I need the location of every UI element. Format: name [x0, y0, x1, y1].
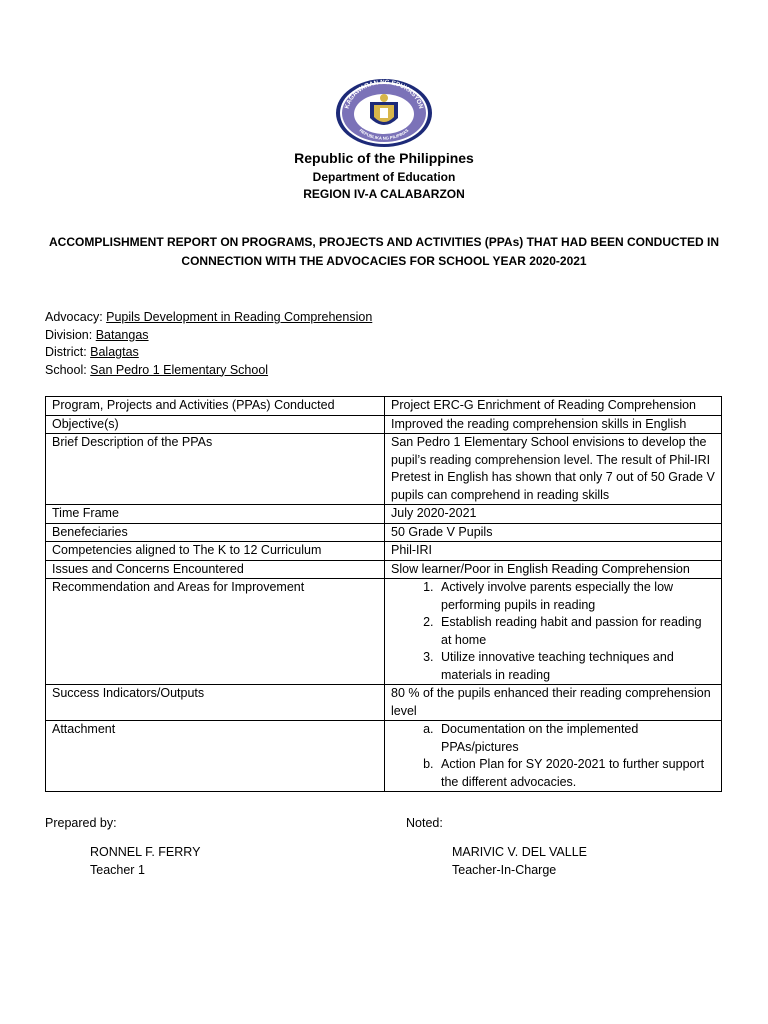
objective-value: Improved the reading comprehension skills in English: [385, 415, 722, 434]
republic-heading: Republic of the Philippines: [294, 150, 474, 166]
division-label: Division:: [45, 327, 96, 342]
timeframe-value: July 2020-2021: [385, 505, 722, 524]
school-line: [45, 362, 372, 380]
report-title-line-2: CONNECTION WITH THE ADVOCACIES FOR SCHOOL YEAR 2020-2021: [181, 254, 587, 268]
description-value: San Pedro 1 Elementary School envisions to develop the pupil’s reading comprehension level. The result of Phil-IRI Pretest in English has shown that only 7 out of 50 Grade V pupils can comprehend in reading skills: [385, 434, 722, 505]
beneficiaries-label: Benefeciaries: [46, 523, 385, 542]
issues-value: Slow learner/Poor in English Reading Comprehension: [385, 560, 722, 579]
advocacy-label: Advocacy:: [45, 310, 107, 324]
list-item: 1. Actively involve parents especially the low performing pupils in reading: [437, 579, 715, 614]
prepared-by-label: Prepared by:: [45, 816, 117, 830]
region-heading: REGION IV-A CALABARZON: [303, 187, 465, 201]
objective-label: Objective(s): [46, 415, 385, 434]
district-label: District:: [45, 345, 91, 359]
list-item: 2. Establish reading habit and passion for reading at home: [437, 614, 715, 649]
division-value: Batangas: [95, 327, 149, 342]
ppa-table: [45, 396, 722, 792]
competencies-value: Phil-IRI: [385, 542, 722, 561]
advocacy-value: Pupils Development in Reading Comprehension: [106, 310, 373, 324]
recommendation-label: Recommendation and Areas for Improvement: [46, 579, 385, 685]
attachment-list: [391, 721, 715, 791]
table-row: [46, 685, 722, 721]
prepared-by-block: [90, 844, 200, 879]
description-label: Brief Description of the PPAs: [46, 434, 385, 505]
beneficiaries-value: 50 Grade V Pupils: [385, 523, 722, 542]
district-line: [45, 344, 372, 362]
deped-seal-logo: [334, 78, 434, 148]
table-row: [46, 434, 722, 505]
table-row: [46, 579, 722, 685]
department-heading: Department of Education: [312, 170, 456, 184]
prepared-by-title: Teacher 1: [90, 862, 145, 877]
issues-label: Issues and Concerns Encountered: [46, 560, 385, 579]
seal-ring-top-text: KAGAWARAN NG EDUKASYON: [343, 78, 425, 110]
school-value: San Pedro 1 Elementary School: [90, 362, 269, 377]
table-row: [46, 415, 722, 434]
prepared-by-name: RONNEL F. FERRY: [90, 845, 201, 859]
noted-label: Noted:: [406, 816, 443, 830]
advocacy-line: [45, 309, 372, 327]
attachment-cell: [385, 721, 722, 792]
district-value: Balagtas: [90, 345, 139, 359]
success-value: 80 % of the pupils enhanced their reading comprehension level: [385, 685, 722, 721]
ppa-value: Project ERC-G Enrichment of Reading Comprehension: [385, 397, 722, 416]
report-title-line-1: ACCOMPLISHMENT REPORT ON PROGRAMS, PROJECTS AND ACTIVITIES (PPAs) THAT HAD BEEN CONDUCTED IN: [48, 235, 720, 249]
seal-ring-bottom-text: REPUBLIKA NG PILIPINAS: [358, 127, 410, 141]
table-row: [46, 721, 722, 792]
success-label: Success Indicators/Outputs: [46, 685, 385, 721]
list-item: a. Documentation on the implemented PPAs/pictures: [437, 721, 715, 756]
noted-by-name: MARIVIC V. DEL VALLE: [452, 845, 588, 859]
recommendation-list: [391, 579, 715, 684]
noted-by-block: [452, 844, 587, 879]
report-title: [0, 233, 768, 271]
list-item: 3. Utilize innovative teaching techniques and materials in reading: [437, 649, 715, 684]
list-item: b. Action Plan for SY 2020-2021 to further support the different advocacies.: [437, 756, 715, 791]
recommendation-cell: [385, 579, 722, 685]
table-row: [46, 397, 722, 416]
school-label: School:: [45, 362, 91, 377]
timeframe-label: Time Frame: [46, 505, 385, 524]
table-row: [46, 523, 722, 542]
table-row: [46, 505, 722, 524]
report-meta: [45, 309, 372, 379]
ppa-label: Program, Projects and Activities (PPAs) Conducted: [46, 397, 385, 416]
division-line: [45, 327, 372, 345]
competencies-label: Competencies aligned to The K to 12 Curriculum: [46, 542, 385, 561]
noted-by-title: Teacher-In-Charge: [452, 862, 557, 877]
attachment-label: Attachment: [46, 721, 385, 792]
table-row: [46, 560, 722, 579]
table-row: [46, 542, 722, 561]
